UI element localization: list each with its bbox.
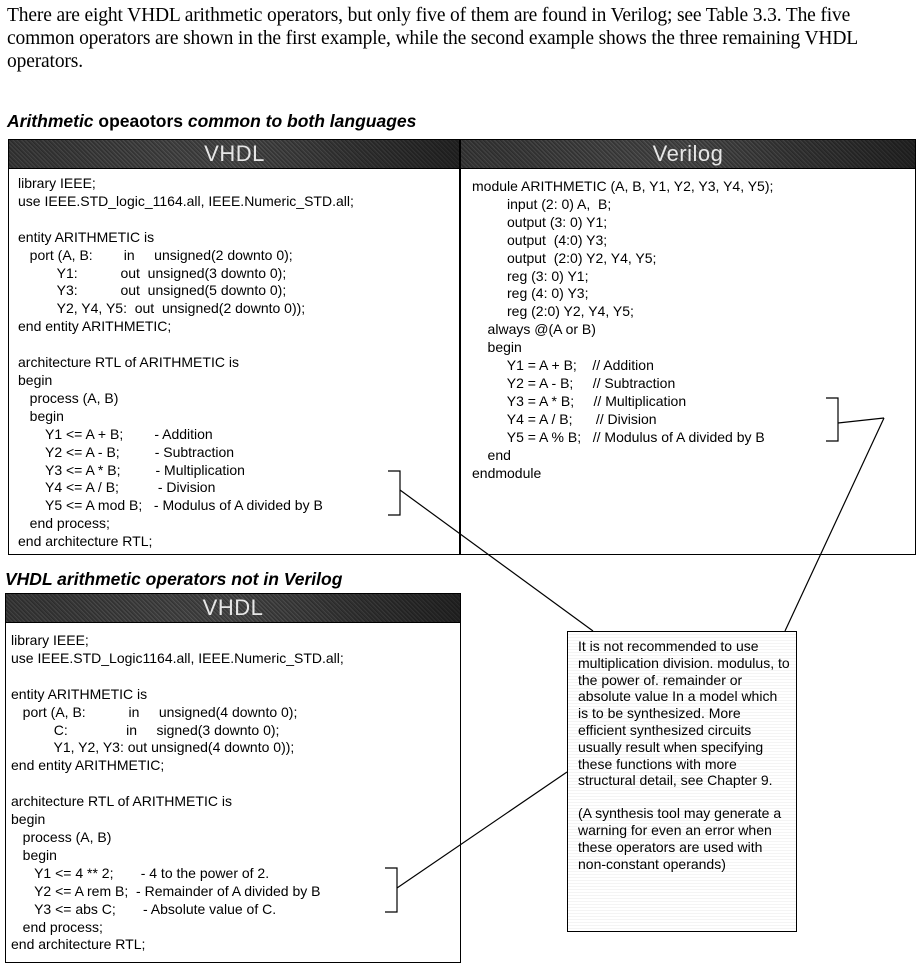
- example2-vhdl-header: VHDL: [6, 594, 460, 623]
- example1-heading-part1: Arithmetic: [7, 111, 94, 131]
- example1-vhdl-header: VHDL: [9, 140, 460, 169]
- example1-heading-part2: opeaotors: [93, 111, 188, 131]
- vhdl1-bracket: [388, 471, 400, 515]
- example1-verilog-code: module ARITHMETIC (A, B, Y1, Y2, Y3, Y4, Y5); input (2: 0) A, B; output (3: 0) Y1; output (4:0) Y3; output (2:0) Y2, Y4, Y5; reg (3: 0) Y1; reg (4: 0) Y3; reg (2:0) Y2, Y4, Y5; always @(A or B) begin Y1 = A + B; // Addition Y2 = A - B; // Subtraction Y3 = A * B; // Multiplication Y4 = A / B; // Division Y5 = A % B; // Modulus of A divided by B end endmodule: [472, 178, 774, 481]
- leader-line-verilog-stub: [838, 418, 884, 423]
- vhdl2-bracket: [385, 868, 397, 912]
- example1-vhdl-code: library IEEE; use IEEE.STD_logic_1164.all, IEEE.Numeric_STD.all; entity ARITHMETIC is port (A, B: in unsigned(2 downto 0); Y1: out unsigned(3 downto 0); Y3: out unsigned(5 downto 0); Y2, Y4, Y5: out unsigned(2 downto 0)); end entity ARITHMETIC; architecture RTL of ARITHMETIC is begin process (A, B) begin Y1 <= A + B; - Addition Y2 <= A - B; - Subtraction Y3 <= A * B; - Multiplication Y4 <= A / B; - Division Y5 <= A mod B; - Modulus of A divided by B end process; end architecture RTL;: [18, 175, 354, 550]
- example2-vhdl-code: library IEEE; use IEEE.STD_Logic1164.all, IEEE.Numeric_STD.all; entity ARITHMETIC is port (A, B: in unsigned(4 downto 0); C: in signed(3 downto 0); Y1, Y2, Y3: out unsigned(4 downto 0)); end entity ARITHMETIC; architecture RTL of ARITHMETIC is begin process (A, B) begin Y1 <= 4 ** 2; - 4 to the power of 2. Y2 <= A rem B; - Remainder of A divided by B Y3 <= abs C; - Absolute value of C. end process; end architecture RTL;: [11, 632, 344, 953]
- synthesis-note-paragraph-1: It is not recommended to use multiplication division. modulus, to the power of. remainder or absolute value In a model which is to be synthesized. More efficient synthesized circuits usually result when specifying these functions with more structural detail, see Chapter 9.: [578, 638, 790, 789]
- intro-paragraph: There are eight VHDL arithmetic operators, but only five of them are found in Verilog; see Table 3.3. The five common operators are shown in the first example, while the second example shows the three remaining VHDL operators.: [7, 5, 858, 72]
- leader-line-vhdl2: [397, 772, 567, 888]
- leader-line-vhdl1: [400, 490, 593, 631]
- synthesis-note-paragraph-2: (A synthesis tool may generate a warning for even an error when these operators are used with non-constant operands): [578, 805, 782, 872]
- example1-verilog-header: Verilog: [461, 140, 915, 169]
- example2-heading: VHDL arithmetic operators not in Verilog: [5, 569, 343, 589]
- verilog-bracket: [826, 398, 838, 441]
- leader-line-verilog: [785, 418, 884, 631]
- example1-heading-part3: common to both languages: [187, 111, 417, 131]
